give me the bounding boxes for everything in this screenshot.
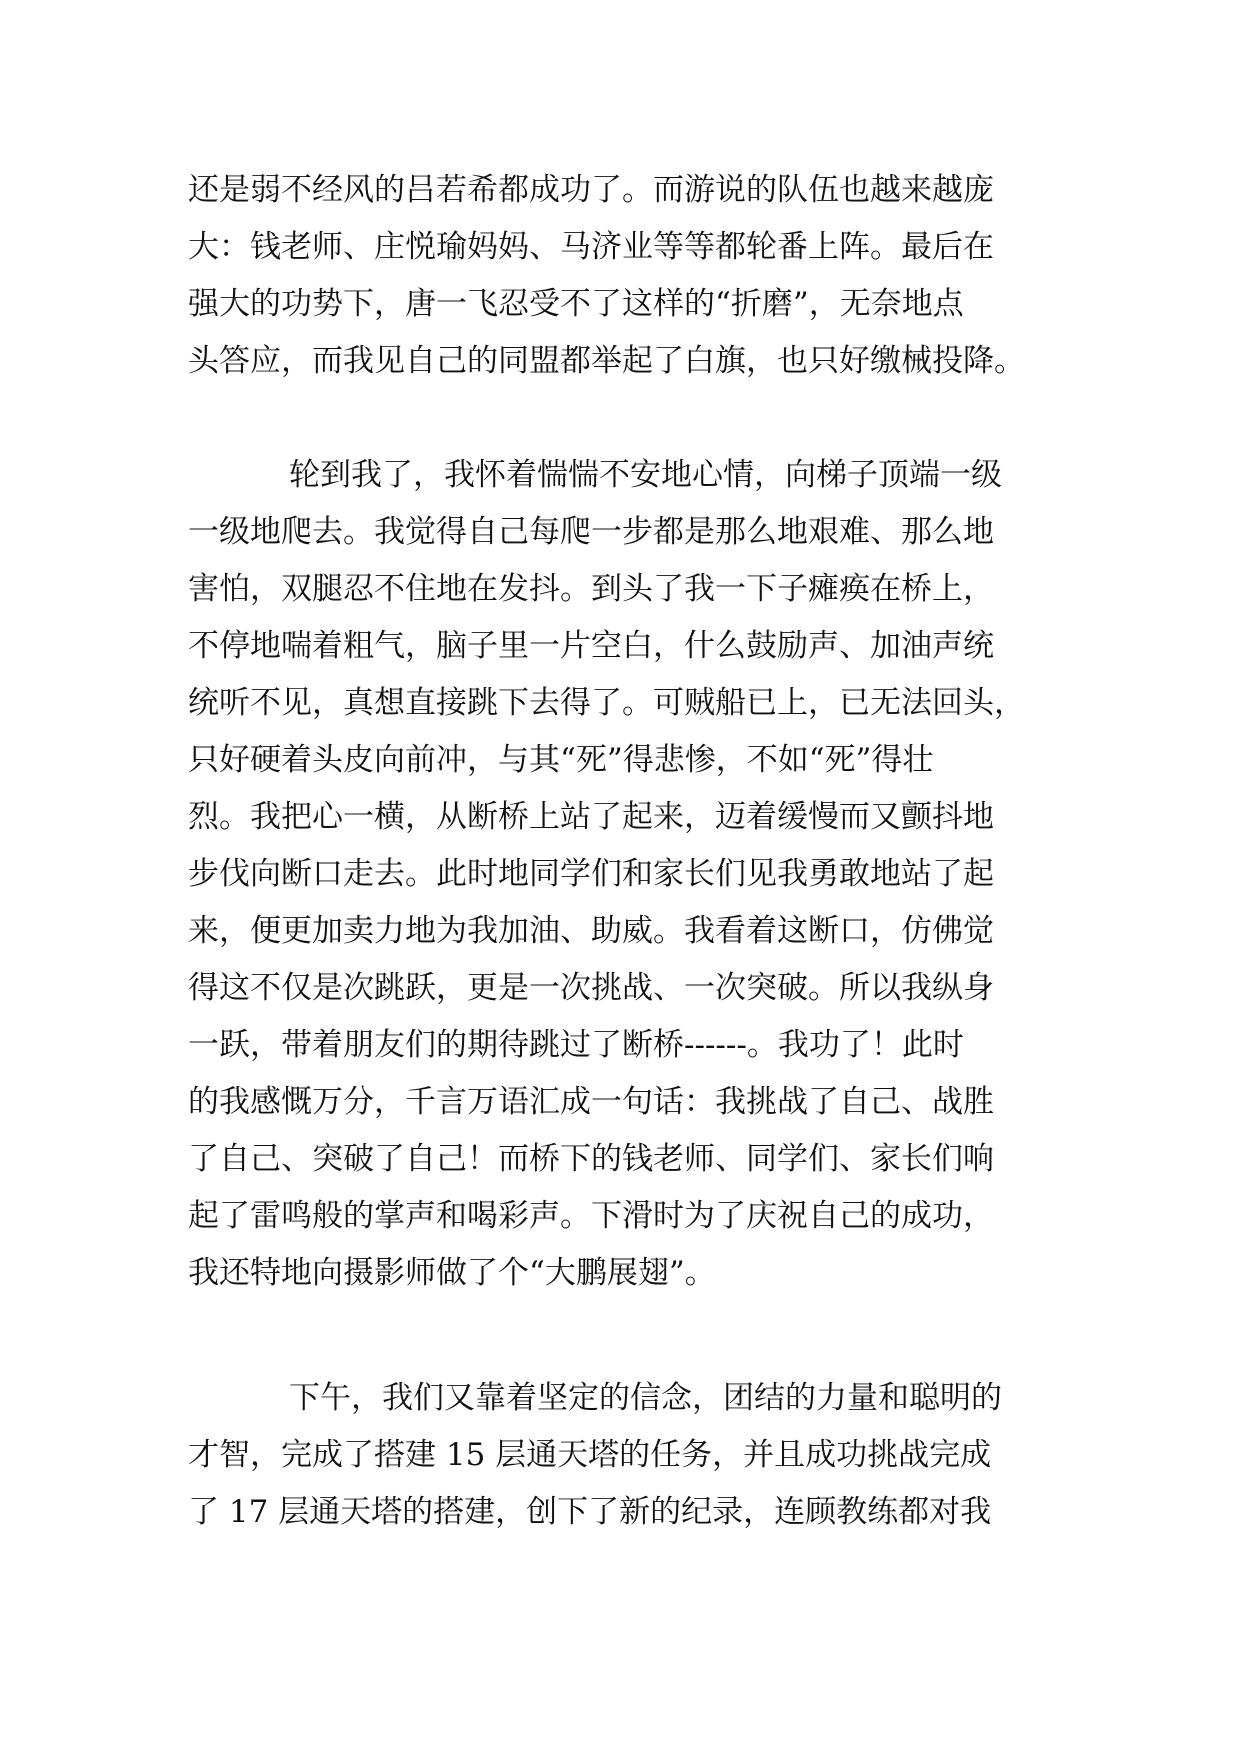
text-line: 一跃，带着朋友们的期待跳过了断桥------。我功了！此时 <box>188 1027 964 1063</box>
text-line: 起了雷鸣般的掌声和喝彩声。下滑时为了庆祝自己的成功， <box>188 1198 994 1234</box>
text-line: 不停地喘着粗气，脑子里一片空白，什么鼓励声、加油声统 <box>188 628 994 664</box>
text-line: 的我感慨万分，千言万语汇成一句话：我挑战了自己、战胜 <box>188 1084 994 1120</box>
text-line: 只好硬着头皮向前冲，与其“死”得悲惨，不如“死”得壮 <box>188 742 934 778</box>
text-line: 才智，完成了搭建 15 层通天塔的任务，并且成功挑战完成 <box>188 1437 992 1473</box>
text-line: 强大的功势下，唐一飞忍受不了这样的“折磨”，无奈地点 <box>188 286 964 322</box>
text-line: 一级地爬去。我觉得自己每爬一步都是那么地艰难、那么地 <box>188 514 994 550</box>
text-line: 了自己、突破了自己！而桥下的钱老师、同学们、家长们响 <box>188 1141 994 1177</box>
text-line: 来，便更加卖力地为我加油、助威。我看着这断口，仿佛觉 <box>188 913 994 949</box>
text-line: 步伐向断口走去。此时地同学们和家长们见我勇敢地站了起 <box>188 856 994 892</box>
text-line: 轮到我了，我怀着惴惴不安地心情，向梯子顶端一级 <box>289 457 1002 493</box>
text-line: 头答应，而我见自己的同盟都举起了白旗，也只好缴械投降。 <box>188 343 1025 379</box>
text-line: 害怕，双腿忍不住地在发抖。到头了我一下子瘫痪在桥上， <box>188 571 994 607</box>
text-line: 统听不见，真想直接跳下去得了。可贼船已上，已无法回头， <box>188 685 1025 721</box>
text-line: 还是弱不经风的吕若希都成功了。而游说的队伍也越来越庞 <box>188 172 994 208</box>
text-line: 得这不仅是次跳跃，更是一次挑战、一次突破。所以我纵身 <box>188 970 994 1006</box>
text-line: 大：钱老师、庄悦瑜妈妈、马济业等等都轮番上阵。最后在 <box>188 229 994 265</box>
text-line: 下午，我们又靠着坚定的信念，团结的力量和聪明的 <box>289 1380 1002 1416</box>
text-line: 烈。我把心一横，从断桥上站了起来，迈着缓慢而又颤抖地 <box>188 799 994 835</box>
text-line: 我还特地向摄影师做了个“大鹏展翅”。 <box>188 1255 716 1291</box>
text-line: 了 17 层通天塔的搭建，创下了新的纪录，连顾教练都对我 <box>188 1494 992 1530</box>
